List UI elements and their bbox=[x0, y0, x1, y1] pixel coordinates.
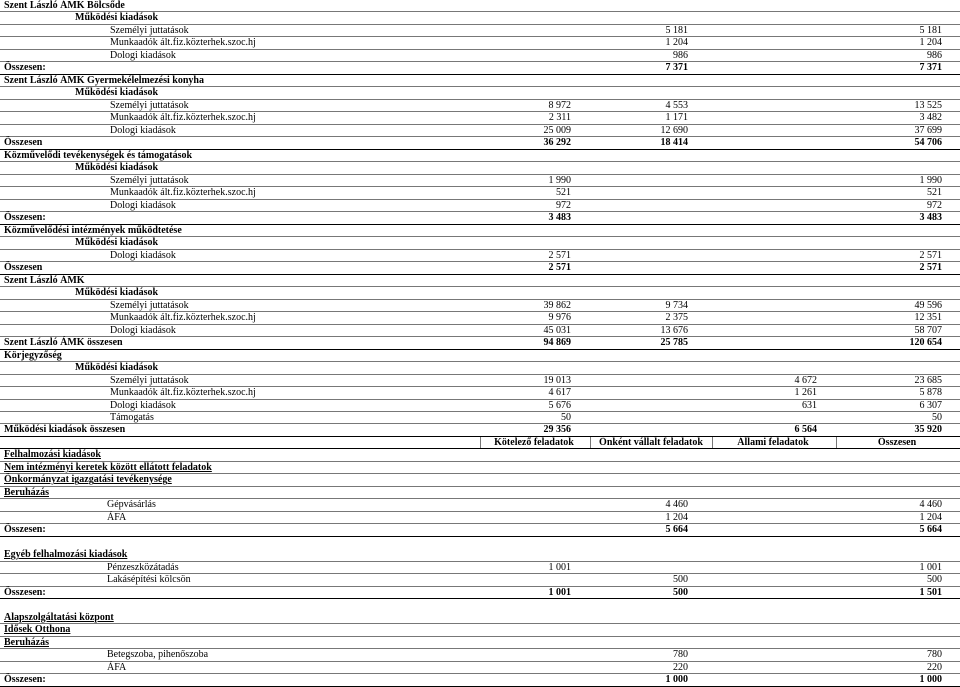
item-row bbox=[0, 375, 960, 387]
item-value: 50 bbox=[561, 411, 571, 423]
total-value: 35 920 bbox=[914, 424, 942, 436]
total-row bbox=[0, 137, 960, 149]
column-header: Kötelező feladatok bbox=[494, 436, 574, 448]
item-label: ÁFA bbox=[107, 511, 127, 523]
item-value: 986 bbox=[673, 49, 688, 61]
item-label: Támogatás bbox=[110, 411, 154, 423]
total-value: 18 414 bbox=[660, 137, 688, 149]
total-value: 7 371 bbox=[919, 62, 942, 74]
item-value: 39 862 bbox=[543, 299, 571, 311]
item-value: 986 bbox=[927, 49, 942, 61]
item-value: 13 676 bbox=[660, 324, 688, 336]
section-row bbox=[0, 462, 960, 474]
section-title: Körjegyzőség bbox=[4, 349, 62, 361]
item-value: 1 171 bbox=[665, 112, 688, 124]
item-row bbox=[0, 187, 960, 199]
item-value: 1 204 bbox=[665, 511, 688, 523]
total-value: 500 bbox=[673, 586, 688, 598]
item-value: 6 307 bbox=[919, 399, 942, 411]
section-title: Szent László ÁMK Gyermekélelmezési konyha bbox=[4, 74, 204, 86]
column-header: Önként vállalt feladatok bbox=[599, 436, 703, 448]
section-row bbox=[0, 624, 960, 636]
section-row bbox=[0, 150, 960, 162]
item-value: 780 bbox=[673, 649, 688, 661]
item-row bbox=[0, 387, 960, 399]
item-value: 25 009 bbox=[543, 124, 571, 136]
section-title: Nem intézményi keretek között ellátott feladatok bbox=[4, 461, 212, 473]
total-value: 3 483 bbox=[919, 212, 942, 224]
subsection-row bbox=[0, 12, 960, 24]
section-title: Alapszolgáltatási központ bbox=[4, 611, 114, 623]
item-value: 1 204 bbox=[919, 37, 942, 49]
item-row bbox=[0, 200, 960, 212]
total-label: Összesen: bbox=[4, 524, 46, 536]
item-value: 9 734 bbox=[665, 299, 688, 311]
section-title: Beruházás bbox=[4, 486, 49, 498]
subsection-title: Működési kiadások bbox=[75, 362, 159, 374]
total-value: 1 001 bbox=[548, 586, 571, 598]
section-row bbox=[0, 637, 960, 649]
section-title: Közművelődési intézmények működtetése bbox=[4, 224, 182, 236]
item-value: 2 311 bbox=[548, 112, 571, 124]
column-header-row bbox=[0, 437, 960, 449]
blank-row bbox=[0, 599, 960, 611]
total-row bbox=[0, 674, 960, 686]
item-value: 4 672 bbox=[794, 374, 817, 386]
item-label: Dologi kiadások bbox=[110, 324, 176, 336]
item-value: 2 571 bbox=[548, 249, 571, 261]
total-row bbox=[0, 524, 960, 536]
item-value: 1 204 bbox=[665, 37, 688, 49]
item-row bbox=[0, 37, 960, 49]
total-value: 2 571 bbox=[919, 262, 942, 274]
item-label: Munkaadók ált.fiz.közterhek.szoc.hj bbox=[110, 387, 256, 399]
total-label: Működési kiadások összesen bbox=[4, 424, 126, 436]
item-value: 2 375 bbox=[665, 312, 688, 324]
item-value: 1 001 bbox=[919, 561, 942, 573]
total-value: 94 869 bbox=[543, 337, 571, 349]
item-value: 4 460 bbox=[919, 499, 942, 511]
total-row bbox=[0, 587, 960, 599]
item-label: Pénzeszközátadás bbox=[107, 561, 179, 573]
section-row bbox=[0, 474, 960, 486]
item-row bbox=[0, 312, 960, 324]
total-label: Összesen: bbox=[4, 674, 46, 686]
item-value: 1 990 bbox=[548, 174, 571, 186]
item-value: 1 261 bbox=[794, 387, 817, 399]
item-label: Betegszoba, pihenőszoba bbox=[107, 649, 209, 661]
section-title: Felhalmozási kiadások bbox=[4, 449, 101, 461]
section-row bbox=[0, 612, 960, 624]
section-row bbox=[0, 350, 960, 362]
subsection-title: Működési kiadások bbox=[75, 287, 159, 299]
total-row bbox=[0, 337, 960, 349]
item-value: 521 bbox=[556, 187, 571, 199]
section-title: Szent László ÁMK bbox=[4, 274, 85, 286]
item-value: 780 bbox=[927, 649, 942, 661]
item-row bbox=[0, 412, 960, 424]
total-value: 36 292 bbox=[543, 137, 571, 149]
section-title: Közművelődi tevékenységek és támogatások bbox=[4, 149, 193, 161]
subsection-title: Működési kiadások bbox=[75, 12, 159, 24]
item-value: 19 013 bbox=[543, 374, 571, 386]
total-value: 5 664 bbox=[665, 524, 688, 536]
item-label: ÁFA bbox=[107, 661, 127, 673]
item-row bbox=[0, 300, 960, 312]
item-label: Dologi kiadások bbox=[110, 49, 176, 61]
total-value: 1 501 bbox=[919, 586, 942, 598]
total-value: 6 564 bbox=[794, 424, 817, 436]
section-row bbox=[0, 449, 960, 461]
item-value: 5 676 bbox=[548, 399, 571, 411]
section-title: Idősek Otthona bbox=[4, 624, 71, 636]
item-value: 13 525 bbox=[914, 99, 942, 111]
item-value: 12 690 bbox=[660, 124, 688, 136]
total-value: 2 571 bbox=[548, 262, 571, 274]
item-label: Dologi kiadások bbox=[110, 124, 176, 136]
section-row bbox=[0, 0, 960, 12]
item-value: 4 617 bbox=[548, 387, 571, 399]
subsection-row bbox=[0, 237, 960, 249]
total-value: 1 000 bbox=[919, 674, 942, 686]
item-value: 972 bbox=[556, 199, 571, 211]
item-value: 58 707 bbox=[914, 324, 942, 336]
subsection-row bbox=[0, 87, 960, 99]
subsection-row bbox=[0, 362, 960, 374]
item-label: Munkaadók ált.fiz.közterhek.szoc.hj bbox=[110, 112, 256, 124]
column-divider bbox=[836, 437, 837, 448]
column-header: Összesen bbox=[877, 436, 917, 448]
item-label: Dologi kiadások bbox=[110, 199, 176, 211]
item-value: 4 460 bbox=[665, 499, 688, 511]
column-divider bbox=[712, 437, 713, 448]
item-row bbox=[0, 499, 960, 511]
total-row bbox=[0, 262, 960, 274]
item-label: Személyi juttatások bbox=[110, 374, 189, 386]
section-title: Egyéb felhalmozási kiadások bbox=[4, 549, 128, 561]
subsection-title: Működési kiadások bbox=[75, 162, 159, 174]
item-row bbox=[0, 325, 960, 337]
item-value: 1 204 bbox=[919, 511, 942, 523]
item-value: 220 bbox=[927, 661, 942, 673]
item-label: Munkaadók ált.fiz.közterhek.szoc.hj bbox=[110, 37, 256, 49]
total-value: 1 000 bbox=[665, 674, 688, 686]
total-row bbox=[0, 62, 960, 74]
subsection-title: Működési kiadások bbox=[75, 237, 159, 249]
section-row bbox=[0, 75, 960, 87]
item-value: 521 bbox=[927, 187, 942, 199]
total-value: 25 785 bbox=[660, 337, 688, 349]
total-label: Összesen: bbox=[4, 62, 46, 74]
item-value: 12 351 bbox=[914, 312, 942, 324]
total-value: 29 356 bbox=[543, 424, 571, 436]
item-label: Személyi juttatások bbox=[110, 174, 189, 186]
item-label: Dologi kiadások bbox=[110, 249, 176, 261]
total-label: Összesen bbox=[4, 137, 43, 149]
item-value: 5 181 bbox=[919, 24, 942, 36]
item-row bbox=[0, 25, 960, 37]
item-value: 5 878 bbox=[919, 387, 942, 399]
subsection-row bbox=[0, 287, 960, 299]
item-row bbox=[0, 112, 960, 124]
item-row bbox=[0, 50, 960, 62]
item-value: 631 bbox=[802, 399, 817, 411]
section-row bbox=[0, 487, 960, 499]
subsection-title: Működési kiadások bbox=[75, 87, 159, 99]
total-label: Szent László ÁMK összesen bbox=[4, 337, 123, 349]
item-value: 45 031 bbox=[543, 324, 571, 336]
item-label: Munkaadók ált.fiz.közterhek.szoc.hj bbox=[110, 312, 256, 324]
total-value: 120 654 bbox=[909, 337, 942, 349]
item-row bbox=[0, 400, 960, 412]
column-divider bbox=[590, 437, 591, 448]
section-row bbox=[0, 275, 960, 287]
item-value: 500 bbox=[927, 574, 942, 586]
item-row bbox=[0, 125, 960, 137]
item-row bbox=[0, 662, 960, 674]
section-row bbox=[0, 225, 960, 237]
column-divider bbox=[480, 437, 481, 448]
total-value: 54 706 bbox=[914, 137, 942, 149]
item-value: 1 001 bbox=[548, 561, 571, 573]
total-value: 7 371 bbox=[665, 62, 688, 74]
item-value: 1 990 bbox=[919, 174, 942, 186]
item-row bbox=[0, 175, 960, 187]
item-value: 49 596 bbox=[914, 299, 942, 311]
item-row bbox=[0, 512, 960, 524]
item-value: 972 bbox=[927, 199, 942, 211]
item-value: 220 bbox=[673, 661, 688, 673]
item-label: Lakásépítési kölcsön bbox=[107, 574, 191, 586]
item-value: 9 976 bbox=[548, 312, 571, 324]
item-label: Dologi kiadások bbox=[110, 399, 176, 411]
total-label: Összesen: bbox=[4, 212, 46, 224]
total-value: 5 664 bbox=[919, 524, 942, 536]
item-value: 8 972 bbox=[548, 99, 571, 111]
item-value: 500 bbox=[673, 574, 688, 586]
item-row bbox=[0, 250, 960, 262]
section-title: Beruházás bbox=[4, 636, 49, 648]
item-value: 23 685 bbox=[914, 374, 942, 386]
item-label: Személyi juttatások bbox=[110, 24, 189, 36]
item-value: 3 482 bbox=[919, 112, 942, 124]
item-value: 2 571 bbox=[919, 249, 942, 261]
item-row bbox=[0, 562, 960, 574]
column-header: Állami feladatok bbox=[737, 436, 809, 448]
item-row bbox=[0, 574, 960, 586]
item-row bbox=[0, 649, 960, 661]
item-row bbox=[0, 100, 960, 112]
item-label: Személyi juttatások bbox=[110, 99, 189, 111]
total-label: Összesen: bbox=[4, 586, 46, 598]
section-title: Szent László ÁMK Bölcsőde bbox=[4, 0, 125, 11]
item-label: Személyi juttatások bbox=[110, 299, 189, 311]
item-value: 37 699 bbox=[914, 124, 942, 136]
total-value: 3 483 bbox=[548, 212, 571, 224]
item-value: 4 553 bbox=[665, 99, 688, 111]
total-row bbox=[0, 424, 960, 436]
item-label: Munkaadók ált.fiz.közterhek.szoc.hj bbox=[110, 187, 256, 199]
section-title: Önkormányzat igazgatási tevékenysége bbox=[4, 474, 172, 486]
item-value: 50 bbox=[932, 411, 942, 423]
subsection-row bbox=[0, 162, 960, 174]
blank-row bbox=[0, 537, 960, 549]
item-label: Gépvásárlás bbox=[107, 499, 156, 511]
item-value: 5 181 bbox=[665, 24, 688, 36]
section-row bbox=[0, 549, 960, 561]
total-row bbox=[0, 212, 960, 224]
total-label: Összesen bbox=[4, 262, 43, 274]
